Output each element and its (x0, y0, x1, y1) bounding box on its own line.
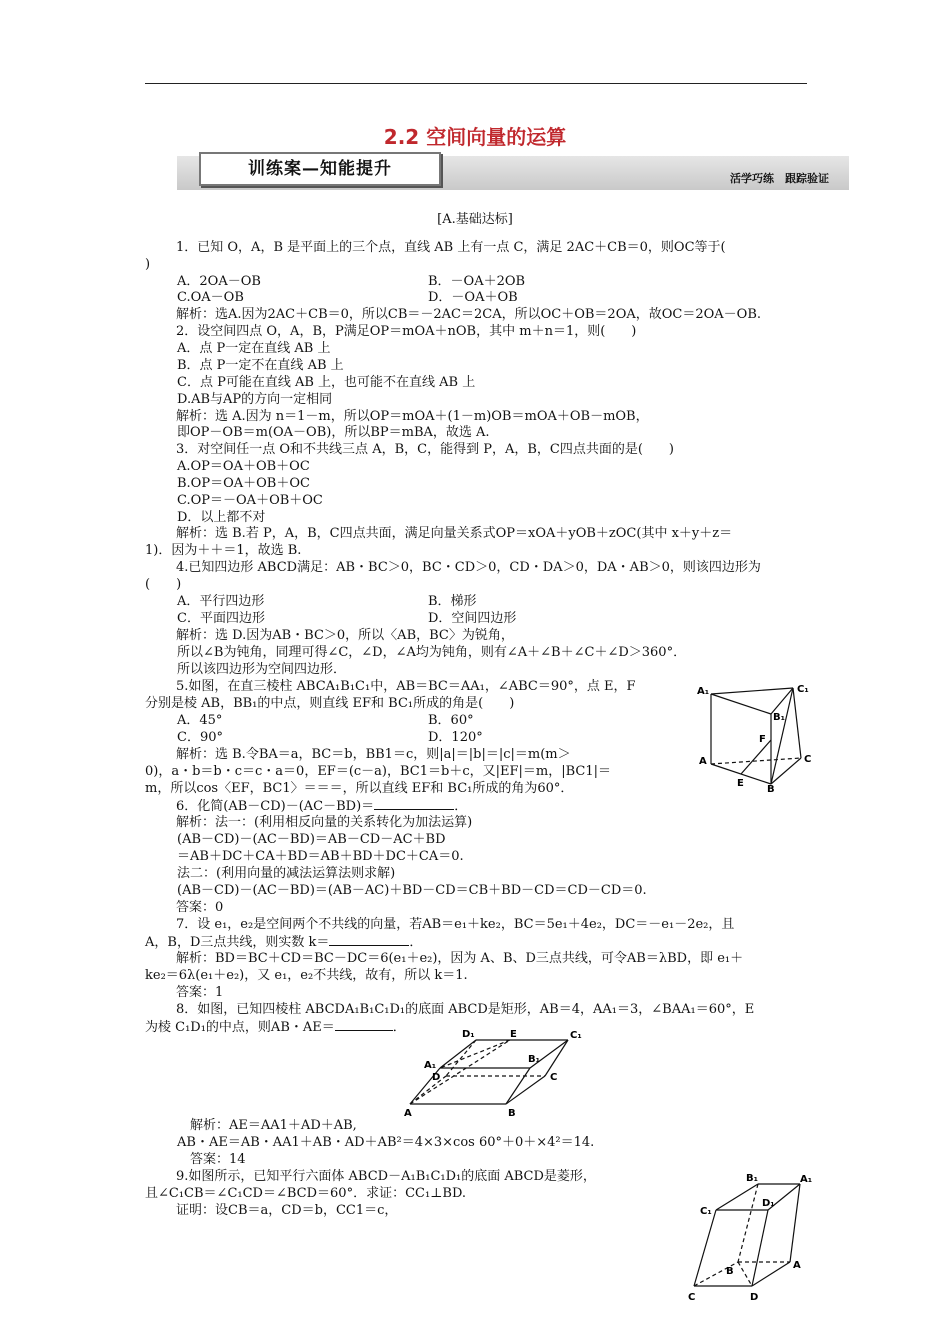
q4-stem-cont: ( ) (145, 577, 182, 592)
q6-stem-text: 6．化简(AB－CD)－(AC－BD)＝ (163, 799, 375, 814)
label-c: C (550, 1072, 558, 1083)
label-a1: A₁ (697, 686, 710, 697)
q9-stem-cont: 且∠C₁CB＝∠C₁CD＝∠BCD＝60°．求证：CC₁⊥BD. (145, 1186, 467, 1201)
banner-title: 训练案—知能提升 (199, 152, 441, 186)
q8-stem: 8．如图，已知四棱柱 ABCDA₁B₁C₁D₁的底面 ABCD是矩形，AB＝4，AA₁＝3，∠BAA₁＝60°，E (163, 1002, 755, 1017)
q5-solution-cont1: 0)，a・b＝b・c＝c・a＝0，EF＝(c－a)，BC1＝b＋c，又|EF|＝m，|BC1|＝ (145, 764, 611, 779)
q4-option-b: B．梯形 (428, 594, 477, 609)
q1-option-c: C.OA－OB (177, 290, 244, 305)
q4-option-c: C．平面四边形 (177, 611, 265, 626)
q4-option-a: A．平行四边形 (177, 594, 265, 609)
q8-answer: 答案：14 (177, 1152, 246, 1167)
label-a1: A₁ (800, 1174, 813, 1185)
label-e: E (737, 778, 744, 789)
q5-option-a: A．45° (177, 713, 223, 728)
top-rule (145, 83, 807, 84)
q2-option-c: C．点 P可能在直线 AB 上，也可能不在直线 AB 上 (177, 375, 476, 390)
q3-option-a: A.OP＝OA＋OB＋OC (177, 459, 310, 474)
label-c1: C₁ (700, 1206, 712, 1217)
q9-proof: 证明：设CB＝a，CD＝b，CC1＝c， (163, 1203, 398, 1218)
label-b1: B₁ (528, 1054, 541, 1065)
label-b: B (726, 1266, 734, 1277)
q6-solution: 解析：法一：(利用相反向量的关系转化为加法运算) (163, 815, 473, 830)
q5-stem: 5.如图，在直三棱柱 ABCA₁B₁C₁中，AB＝BC＝AA₁，∠ABC＝90°，点 E，F (163, 679, 636, 694)
q4-solution-cont2: 所以该四边形为空间四边形． (177, 662, 347, 677)
q7-answer-blank (329, 934, 409, 946)
label-b1: B₁ (773, 712, 786, 723)
q3-option-b: B.OP＝OA＋OB＋OC (177, 476, 310, 491)
parallelepiped-figure (686, 1170, 816, 1310)
q2-option-d: D.AB与AP的方向一定相同 (177, 392, 333, 407)
q3-option-c: C.OP＝－OA＋OB＋OC (177, 493, 323, 508)
label-a1: A₁ (424, 1060, 437, 1071)
q6-solution-line4: 法二：(利用向量的减法运算法则求解) (177, 866, 396, 881)
q5-stem-cont: 分别是棱 AB，BB₁的中点，则直线 EF和 BC₁所成的角是( ) (145, 696, 515, 711)
q1-stem-cont: ) (145, 257, 151, 272)
q5-option-b: B．60° (428, 713, 474, 728)
q6-solution-line3: ＝AB＋DC＋CA＋BD＝AB＋BD＋DC＋CA＝0. (177, 849, 464, 864)
q1-option-b: B．－OA＋2OB (428, 274, 526, 289)
q6-stem (163, 798, 467, 815)
triangular-prism-figure (695, 680, 835, 792)
q9-stem: 9.如图所示，已知平行六面体 ABCD－A₁B₁C₁D₁的底面 ABCD是菱形， (163, 1169, 596, 1184)
q3-option-d: D．以上都不对 (177, 510, 266, 525)
q7-stem: 7．设 e₁，e₂是空间两个不共线的向量，若AB＝e₁＋ke₂，BC＝5e₁＋4e₂，DC＝－e₁－2e₂，且 (163, 917, 735, 932)
label-e: E (510, 1029, 517, 1040)
q6-answer: 答案：0 (163, 900, 224, 915)
q8-stem-text: 为棱 C₁D₁的中点，则AB・AE＝ (145, 1020, 335, 1035)
section-banner (177, 156, 849, 190)
label-d: D (432, 1072, 441, 1083)
q4-solution: 解析：选 D.因为AB・BC＞0，所以〈AB，BC〉为锐角， (163, 628, 514, 643)
q5-option-d: D．120° (428, 730, 483, 745)
page-title: 2.2 空间向量的运算 (383, 125, 567, 149)
q4-solution-cont1: 所以∠B为钝角，同理可得∠C，∠D，∠A均为钝角，则有∠A＋∠B＋∠C＋∠D＞360°． (177, 645, 687, 660)
q8-stem-cont (145, 1019, 406, 1036)
q3-solution: 解析：选 B.若 P，A，B，C四点共面，满足向量关系式OP＝xOA＋yOB＋zOC(其中 x＋y＋z＝ (163, 526, 733, 541)
q3-stem: 3．对空间任一点 O和不共线三点 A，B，C，能得到 P，A，B，C四点共面的是( ) (163, 442, 674, 457)
q2-option-a: A．点 P一定在直线 AB 上 (177, 341, 331, 356)
q8-solution: 解析：AE＝AA1＋AD＋AB, (177, 1118, 357, 1133)
q4-stem: 4.已知四边形 ABCD满足：AB・BC＞0，BC・CD＞0，CD・DA＞0，DA・AB＞0，则该四边形为 (163, 560, 761, 575)
label-d1: D₁ (462, 1029, 475, 1040)
banner-subtitle: 活学巧练 跟踪验证 (730, 172, 829, 185)
q1-option-a: A．2OA－OB (177, 274, 261, 289)
label-b: B (508, 1108, 516, 1118)
quadrilateral-prism-figure (400, 1026, 590, 1118)
q2-option-b: B．点 P一定不在直线 AB 上 (177, 358, 344, 373)
q3-solution-cont: 1)．因为＋＋＝1，故选 B. (145, 543, 302, 558)
q5-solution: 解析：选 B.令BA＝a，BC＝b，BB1＝c，则|a|＝|b|＝|c|＝m(m＞ (163, 747, 571, 762)
q6-answer-blank (374, 798, 454, 810)
q8-solution-cont: AB・AE＝AB・AA1＋AB・AD＋AB²＝4×3×cos 60°＋0＋×4²＝14. (177, 1135, 595, 1150)
q7-solution-cont: ke₂＝6λ(e₁＋e₂)，又 e₁，e₂不共线，故有，所以 k＝1. (145, 968, 468, 983)
label-a: A (699, 756, 707, 767)
q7-stem-end: ． (409, 935, 423, 950)
q8-answer-blank (335, 1019, 393, 1031)
q2-stem: 2．设空间四点 O，A，B，P满足OP＝mOA＋nOB，其中 m＋n＝1，则( ) (163, 324, 637, 339)
label-c: C (688, 1292, 696, 1303)
q8-stem-end: ． (392, 1020, 406, 1035)
q7-solution: 解析：BD＝BC＋CD＝BC－DC＝6(e₁＋e₂)，因为 A、B、D三点共线，可令AB＝λBD，即 e₁＋ (163, 951, 744, 966)
label-b: B (767, 784, 775, 792)
q2-solution: 解析：选 A.因为 n＝1－m，所以OP＝mOA＋(1－m)OB＝mOA＋OB－mOB， (163, 409, 649, 424)
q7-answer: 答案：1 (163, 985, 224, 1000)
label-d: D (750, 1292, 759, 1303)
q6-solution-line5: (AB－CD)－(AC－BD)＝(AB－AC)＋BD－CD＝CB＋BD－CD＝CD－CD＝0. (177, 883, 647, 898)
label-c1: C₁ (570, 1030, 582, 1041)
label-c1: C₁ (797, 684, 809, 695)
label-f: F (759, 734, 766, 745)
label-c: C (804, 754, 812, 765)
label-a: A (793, 1260, 801, 1271)
q6-solution-line2: (AB－CD)－(AC－BD)＝AB－CD－AC＋BD (177, 832, 446, 847)
q5-option-c: C．90° (177, 730, 223, 745)
q6-stem-end: ． (454, 799, 468, 814)
label-b1: B₁ (746, 1173, 759, 1184)
label-d1: D₁ (762, 1198, 775, 1209)
q1-solution: 解析：选A.因为2AC＋CB＝0，所以CB＝－2AC＝2CA，所以OC＋OB＝2OA，故OC＝2OA－OB. (163, 307, 762, 322)
q4-option-d: D．空间四边形 (428, 611, 517, 626)
q2-solution-cont: 即OP－OB＝m(OA－OB)，所以BP＝mBA，故选 A. (177, 425, 490, 440)
q7-stem-cont (145, 934, 422, 951)
q7-stem-text: A，B，D三点共线，则实数 k＝ (145, 935, 330, 950)
q1-option-d: D．－OA＋OB (428, 290, 518, 305)
q1-stem: 1．已知 O，A，B 是平面上的三个点，直线 AB 上有一点 C，满足 2AC＋CB＝0，则OC等于( (163, 240, 726, 255)
q5-solution-cont2: m，所以cos〈EF，BC1〉＝＝＝，所以直线 EF和 BC₁所成的角为60°． (145, 781, 574, 796)
label-a: A (404, 1108, 412, 1118)
section-heading: [A.基础达标] (437, 212, 513, 227)
